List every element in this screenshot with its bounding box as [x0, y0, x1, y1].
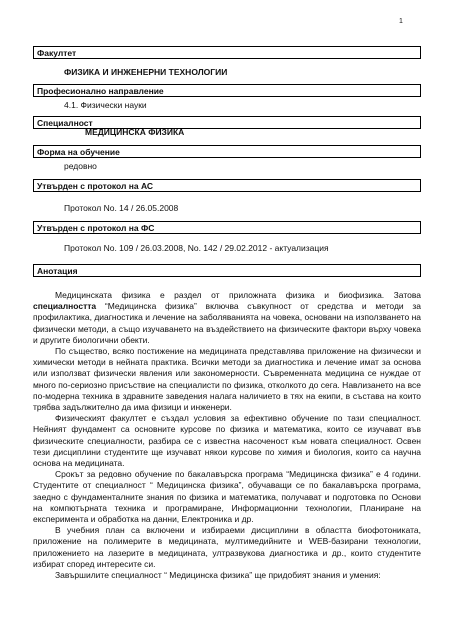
abstract-paragraph: В учебния план са включени и избираеми дисциплини в областта биофотониката, приложение на полимерите в медицината, мултимедийните и WEB-базирани технологии, приложението на лазерите в медицината, ултразвукова диагностика и др., които студентите избират според интересите си. [33, 525, 421, 569]
abstract-body [33, 290, 421, 581]
abstract-p1-post: “Медицинска физика” включва съвкупност от средства и методи за профилактика, диагностика и лечение на заболяванията на човека, основани на използването на физически методи, а също изучаването на въздействието на физическите фактори върху човека и другите биологични обекти. [33, 301, 421, 345]
abstract-paragraph [33, 290, 421, 346]
abstract-paragraph: Завършилите специалност “ Медицинска физика” ще придобият знания и умения: [55, 570, 381, 581]
form-label: Форма на обучение [33, 145, 421, 158]
abstract-paragraph: Физическият факултет е създал условия за ефективно обучение по тази специалност. Нейният фундамент са основните курсове по физика и математика, които се изучават във физическите специалности, разбира се с известна насоченост към новата специалност. Освен тези дисциплини студентите ще изучават някои курсове по химия и биология, които са научна основа на медицината. [33, 413, 421, 469]
faculty-label: Факултет [33, 46, 421, 59]
approved-fs-value: Протокол No. 109 / 26.03.2008, No. 142 / 29.02.2012 - актуализация [64, 243, 329, 253]
approved-as-value: Протокол No. 14 / 26.05.2008 [64, 203, 179, 213]
specialty-value: МЕДИЦИНСКА ФИЗИКА [85, 127, 185, 137]
abstract-p1-pre: Медицинската физика е раздел от приложната физика и биофизика. Затова [55, 290, 421, 300]
specialty-label: Специалност [33, 116, 421, 129]
abstract-label: Анотация [33, 264, 421, 277]
abstract-paragraph: Срокът за редовно обучение по бакалавърска програма “Медицинска физика” е 4 години. Студентите от специалност “ Медицинска физика”, обучаващи се по бакалавърска програма, заедно с фундаменталните знания по физика и математика, получават и подготовка по Основи на компютърната техника и програмиране, Информационни технологии, Планиране на експеримента и обработка на данни, Електроника и др. [33, 469, 421, 525]
abstract-p1-bold: специалността [33, 301, 97, 312]
abstract-paragraph: По същество, всяко постижение на медицината представлява приложение на физически и химически методи в нейната практика. Всички методи за диагностика и лечение имат за основа или използват физически явления или закономерности. Съвременната медицина се нуждае от много по-сериозно присъствие на специалисти по физика, отколкото до сега. Навлизането на все по-модерна техника в здравните заведения налага наличието в тях на екипи, в състава на които трябва задължително да има физици и инженери. [33, 346, 421, 413]
faculty-value: ФИЗИКА И ИНЖЕНЕРНИ ТЕХНОЛОГИИ [64, 67, 228, 77]
page-number: 1 [399, 18, 403, 25]
direction-value: 4.1. Физически науки [64, 100, 147, 110]
approved-as-label: Утвърден с протокол на АС [33, 179, 421, 192]
approved-fs-label: Утвърден с протокол на ФС [33, 221, 421, 234]
form-value: редовно [64, 161, 97, 171]
direction-label: Професионално направление [33, 84, 421, 97]
